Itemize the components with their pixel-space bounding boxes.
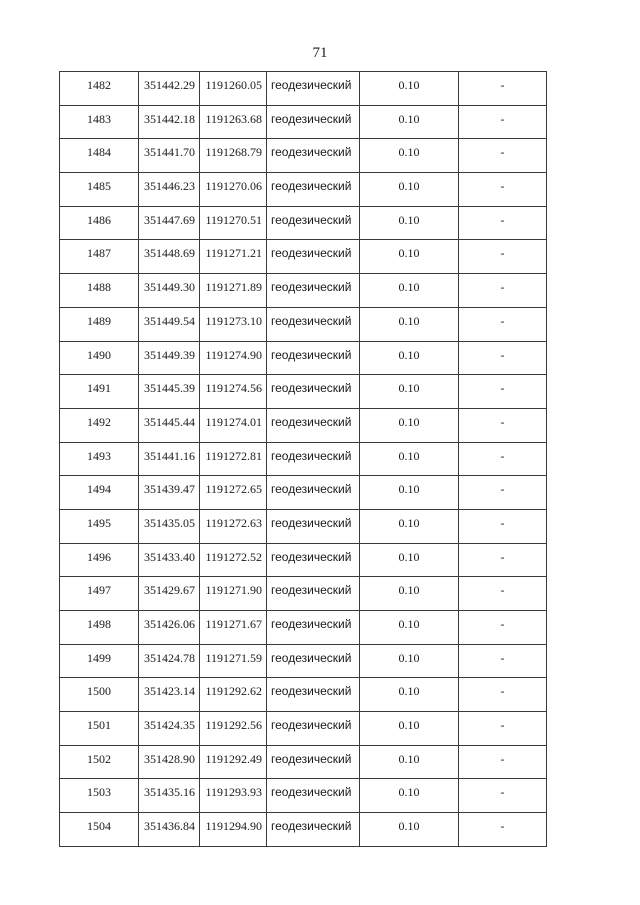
point-number-cell: 1500 [60, 678, 139, 712]
table-row [60, 341, 547, 375]
table-row [60, 408, 547, 442]
x-coordinate-cell: 351435.05 [139, 509, 200, 543]
y-coordinate-cell: 1191271.59 [200, 644, 267, 678]
x-coordinate-cell: 351442.18 [139, 105, 200, 139]
description-cell: - [459, 611, 547, 645]
y-coordinate-cell: 1191272.65 [200, 476, 267, 510]
point-number-cell: 1496 [60, 543, 139, 577]
accuracy-cell: 0.10 [360, 206, 459, 240]
point-number-cell: 1491 [60, 375, 139, 409]
table-row [60, 206, 547, 240]
method-cell: геодезический [267, 813, 360, 847]
table-row [60, 105, 547, 139]
x-coordinate-cell: 351447.69 [139, 206, 200, 240]
table-row [60, 813, 547, 847]
table-row [60, 745, 547, 779]
description-cell: - [459, 408, 547, 442]
method-cell: геодезический [267, 779, 360, 813]
point-number-cell: 1485 [60, 173, 139, 207]
description-cell: - [459, 543, 547, 577]
accuracy-cell: 0.10 [360, 577, 459, 611]
accuracy-cell: 0.10 [360, 745, 459, 779]
method-cell: геодезический [267, 442, 360, 476]
method-cell: геодезический [267, 72, 360, 106]
accuracy-cell: 0.10 [360, 509, 459, 543]
x-coordinate-cell: 351449.39 [139, 341, 200, 375]
description-cell: - [459, 341, 547, 375]
x-coordinate-cell: 351449.30 [139, 274, 200, 308]
x-coordinate-cell: 351439.47 [139, 476, 200, 510]
table-row [60, 543, 547, 577]
x-coordinate-cell: 351441.70 [139, 139, 200, 173]
method-cell: геодезический [267, 240, 360, 274]
table-row [60, 476, 547, 510]
description-cell: - [459, 139, 547, 173]
accuracy-cell: 0.10 [360, 476, 459, 510]
table-row [60, 712, 547, 746]
x-coordinate-cell: 351435.16 [139, 779, 200, 813]
accuracy-cell: 0.10 [360, 72, 459, 106]
description-cell: - [459, 240, 547, 274]
point-number-cell: 1482 [60, 72, 139, 106]
table-row [60, 307, 547, 341]
description-cell: - [459, 577, 547, 611]
x-coordinate-cell: 351445.44 [139, 408, 200, 442]
table-row [60, 678, 547, 712]
description-cell: - [459, 779, 547, 813]
point-number-cell: 1492 [60, 408, 139, 442]
point-number-cell: 1493 [60, 442, 139, 476]
accuracy-cell: 0.10 [360, 644, 459, 678]
description-cell: - [459, 375, 547, 409]
accuracy-cell: 0.10 [360, 678, 459, 712]
description-cell: - [459, 72, 547, 106]
x-coordinate-cell: 351448.69 [139, 240, 200, 274]
y-coordinate-cell: 1191274.90 [200, 341, 267, 375]
description-cell: - [459, 206, 547, 240]
table-row [60, 139, 547, 173]
table-row [60, 779, 547, 813]
description-cell: - [459, 307, 547, 341]
table-row [60, 442, 547, 476]
y-coordinate-cell: 1191292.62 [200, 678, 267, 712]
accuracy-cell: 0.10 [360, 813, 459, 847]
point-number-cell: 1494 [60, 476, 139, 510]
y-coordinate-cell: 1191274.56 [200, 375, 267, 409]
description-cell: - [459, 105, 547, 139]
y-coordinate-cell: 1191274.01 [200, 408, 267, 442]
table-row [60, 173, 547, 207]
x-coordinate-cell: 351424.35 [139, 712, 200, 746]
accuracy-cell: 0.10 [360, 779, 459, 813]
x-coordinate-cell: 351429.67 [139, 577, 200, 611]
table-row [60, 611, 547, 645]
point-number-cell: 1502 [60, 745, 139, 779]
y-coordinate-cell: 1191292.49 [200, 745, 267, 779]
x-coordinate-cell: 351426.06 [139, 611, 200, 645]
x-coordinate-cell: 351449.54 [139, 307, 200, 341]
y-coordinate-cell: 1191271.21 [200, 240, 267, 274]
description-cell: - [459, 678, 547, 712]
description-cell: - [459, 442, 547, 476]
method-cell: геодезический [267, 543, 360, 577]
description-cell: - [459, 644, 547, 678]
table-row [60, 240, 547, 274]
method-cell: геодезический [267, 173, 360, 207]
y-coordinate-cell: 1191272.63 [200, 509, 267, 543]
y-coordinate-cell: 1191271.90 [200, 577, 267, 611]
table-row [60, 644, 547, 678]
y-coordinate-cell: 1191268.79 [200, 139, 267, 173]
y-coordinate-cell: 1191273.10 [200, 307, 267, 341]
point-number-cell: 1501 [60, 712, 139, 746]
x-coordinate-cell: 351433.40 [139, 543, 200, 577]
x-coordinate-cell: 351446.23 [139, 173, 200, 207]
accuracy-cell: 0.10 [360, 442, 459, 476]
y-coordinate-cell: 1191271.89 [200, 274, 267, 308]
y-coordinate-cell: 1191260.05 [200, 72, 267, 106]
table-row [60, 274, 547, 308]
description-cell: - [459, 712, 547, 746]
accuracy-cell: 0.10 [360, 139, 459, 173]
accuracy-cell: 0.10 [360, 375, 459, 409]
method-cell: геодезический [267, 206, 360, 240]
y-coordinate-cell: 1191263.68 [200, 105, 267, 139]
point-number-cell: 1486 [60, 206, 139, 240]
x-coordinate-cell: 351428.90 [139, 745, 200, 779]
method-cell: геодезический [267, 611, 360, 645]
description-cell: - [459, 813, 547, 847]
coordinates-table [59, 71, 547, 847]
point-number-cell: 1489 [60, 307, 139, 341]
x-coordinate-cell: 351436.84 [139, 813, 200, 847]
method-cell: геодезический [267, 105, 360, 139]
accuracy-cell: 0.10 [360, 173, 459, 207]
method-cell: геодезический [267, 139, 360, 173]
point-number-cell: 1487 [60, 240, 139, 274]
accuracy-cell: 0.10 [360, 543, 459, 577]
y-coordinate-cell: 1191293.93 [200, 779, 267, 813]
y-coordinate-cell: 1191292.56 [200, 712, 267, 746]
point-number-cell: 1484 [60, 139, 139, 173]
table-row [60, 509, 547, 543]
accuracy-cell: 0.10 [360, 307, 459, 341]
table-row [60, 375, 547, 409]
table-row [60, 577, 547, 611]
method-cell: геодезический [267, 274, 360, 308]
accuracy-cell: 0.10 [360, 611, 459, 645]
y-coordinate-cell: 1191272.52 [200, 543, 267, 577]
y-coordinate-cell: 1191271.67 [200, 611, 267, 645]
method-cell: геодезический [267, 307, 360, 341]
method-cell: геодезический [267, 678, 360, 712]
point-number-cell: 1503 [60, 779, 139, 813]
x-coordinate-cell: 351424.78 [139, 644, 200, 678]
accuracy-cell: 0.10 [360, 240, 459, 274]
accuracy-cell: 0.10 [360, 341, 459, 375]
description-cell: - [459, 274, 547, 308]
page-number: 71 [312, 45, 328, 61]
description-cell: - [459, 476, 547, 510]
table-row [60, 72, 547, 106]
x-coordinate-cell: 351442.29 [139, 72, 200, 106]
accuracy-cell: 0.10 [360, 712, 459, 746]
point-number-cell: 1483 [60, 105, 139, 139]
point-number-cell: 1504 [60, 813, 139, 847]
table-body [60, 72, 547, 847]
method-cell: геодезический [267, 408, 360, 442]
description-cell: - [459, 745, 547, 779]
y-coordinate-cell: 1191272.81 [200, 442, 267, 476]
accuracy-cell: 0.10 [360, 105, 459, 139]
method-cell: геодезический [267, 509, 360, 543]
method-cell: геодезический [267, 577, 360, 611]
point-number-cell: 1490 [60, 341, 139, 375]
accuracy-cell: 0.10 [360, 408, 459, 442]
method-cell: геодезический [267, 644, 360, 678]
point-number-cell: 1498 [60, 611, 139, 645]
method-cell: геодезический [267, 341, 360, 375]
method-cell: геодезический [267, 476, 360, 510]
point-number-cell: 1488 [60, 274, 139, 308]
point-number-cell: 1495 [60, 509, 139, 543]
x-coordinate-cell: 351445.39 [139, 375, 200, 409]
y-coordinate-cell: 1191270.06 [200, 173, 267, 207]
method-cell: геодезический [267, 712, 360, 746]
method-cell: геодезический [267, 745, 360, 779]
method-cell: геодезический [267, 375, 360, 409]
description-cell: - [459, 509, 547, 543]
y-coordinate-cell: 1191294.90 [200, 813, 267, 847]
x-coordinate-cell: 351441.16 [139, 442, 200, 476]
description-cell: - [459, 173, 547, 207]
y-coordinate-cell: 1191270.51 [200, 206, 267, 240]
point-number-cell: 1499 [60, 644, 139, 678]
point-number-cell: 1497 [60, 577, 139, 611]
accuracy-cell: 0.10 [360, 274, 459, 308]
x-coordinate-cell: 351423.14 [139, 678, 200, 712]
